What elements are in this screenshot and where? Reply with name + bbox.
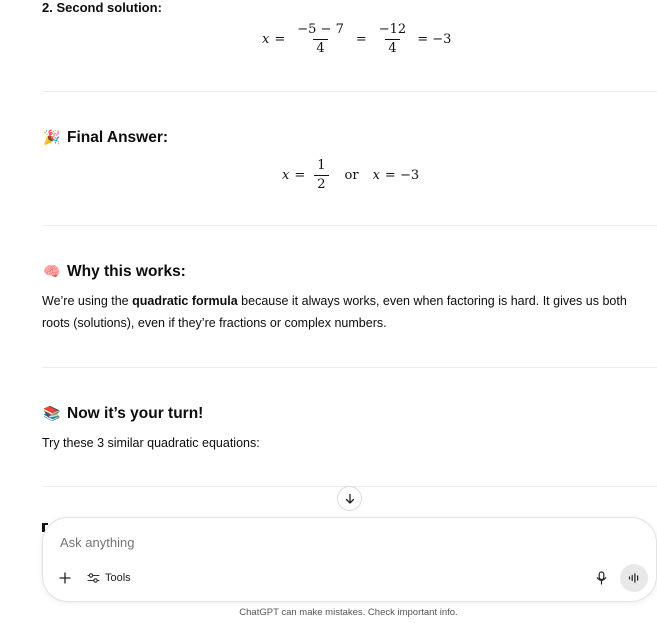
equals-sign: = <box>294 168 306 183</box>
paragraph-bold-text: quadratic formula <box>132 294 238 308</box>
equation-result: = −3 <box>384 168 420 183</box>
paragraph-text: We’re using the <box>42 294 133 308</box>
second-solution-heading: 2. Second solution: <box>42 0 162 15</box>
party-popper-icon: 🎉 <box>43 130 61 146</box>
paragraph-text: because it always works, even when factoring is hard. It gives us both roots (solutions), even if they’re fractions or complex numbers. <box>42 294 627 330</box>
waveform-icon <box>628 573 640 583</box>
dictate-button[interactable] <box>592 569 610 587</box>
message-input[interactable] <box>58 530 602 554</box>
or-word: or <box>344 168 359 183</box>
voice-mode-button[interactable] <box>620 564 648 592</box>
plus-icon <box>59 572 71 584</box>
equation-variable: x <box>262 32 270 47</box>
denominator: 2 <box>314 175 328 192</box>
second-solution-equation <box>262 23 451 56</box>
arrow-down-icon <box>344 493 356 505</box>
brain-icon: 🧠 <box>43 264 61 280</box>
books-icon: 📚 <box>43 406 61 422</box>
why-works-paragraph <box>42 290 642 334</box>
your-turn-heading <box>43 405 203 423</box>
equals-sign: = <box>274 32 286 47</box>
divider <box>42 367 657 368</box>
denominator: 4 <box>385 39 399 56</box>
numerator: −12 <box>378 22 407 37</box>
final-answer-title: Final Answer: <box>67 129 169 146</box>
tools-label: Tools <box>105 572 131 584</box>
equation-result: = −3 <box>417 32 452 47</box>
fraction <box>376 23 409 56</box>
fraction <box>314 159 328 192</box>
fraction <box>294 23 347 56</box>
equation-variable: x <box>372 168 380 183</box>
final-answer-heading <box>43 129 168 147</box>
message-composer <box>42 517 657 602</box>
disclaimer-footer: ChatGPT can make mistakes. Check important info. <box>239 607 458 618</box>
numerator: 1 <box>317 158 326 173</box>
why-works-title: Why this works: <box>67 263 186 280</box>
numerator: −5 − 7 <box>297 22 344 37</box>
tools-button[interactable] <box>87 570 131 586</box>
why-works-heading <box>43 263 186 281</box>
your-turn-title: Now it’s your turn! <box>67 405 204 422</box>
text-cursor-mark <box>42 523 48 525</box>
microphone-icon <box>596 571 607 585</box>
equation-variable: x <box>282 168 290 183</box>
scroll-to-bottom-button[interactable] <box>337 486 362 511</box>
denominator: 4 <box>313 39 327 56</box>
equals-sign: = <box>355 32 367 47</box>
add-button[interactable] <box>57 570 73 586</box>
your-turn-paragraph: Try these 3 similar quadratic equations: <box>42 436 260 450</box>
final-answer-equation <box>282 159 419 192</box>
sliders-icon <box>87 572 100 584</box>
divider <box>42 225 657 226</box>
divider <box>42 91 657 92</box>
